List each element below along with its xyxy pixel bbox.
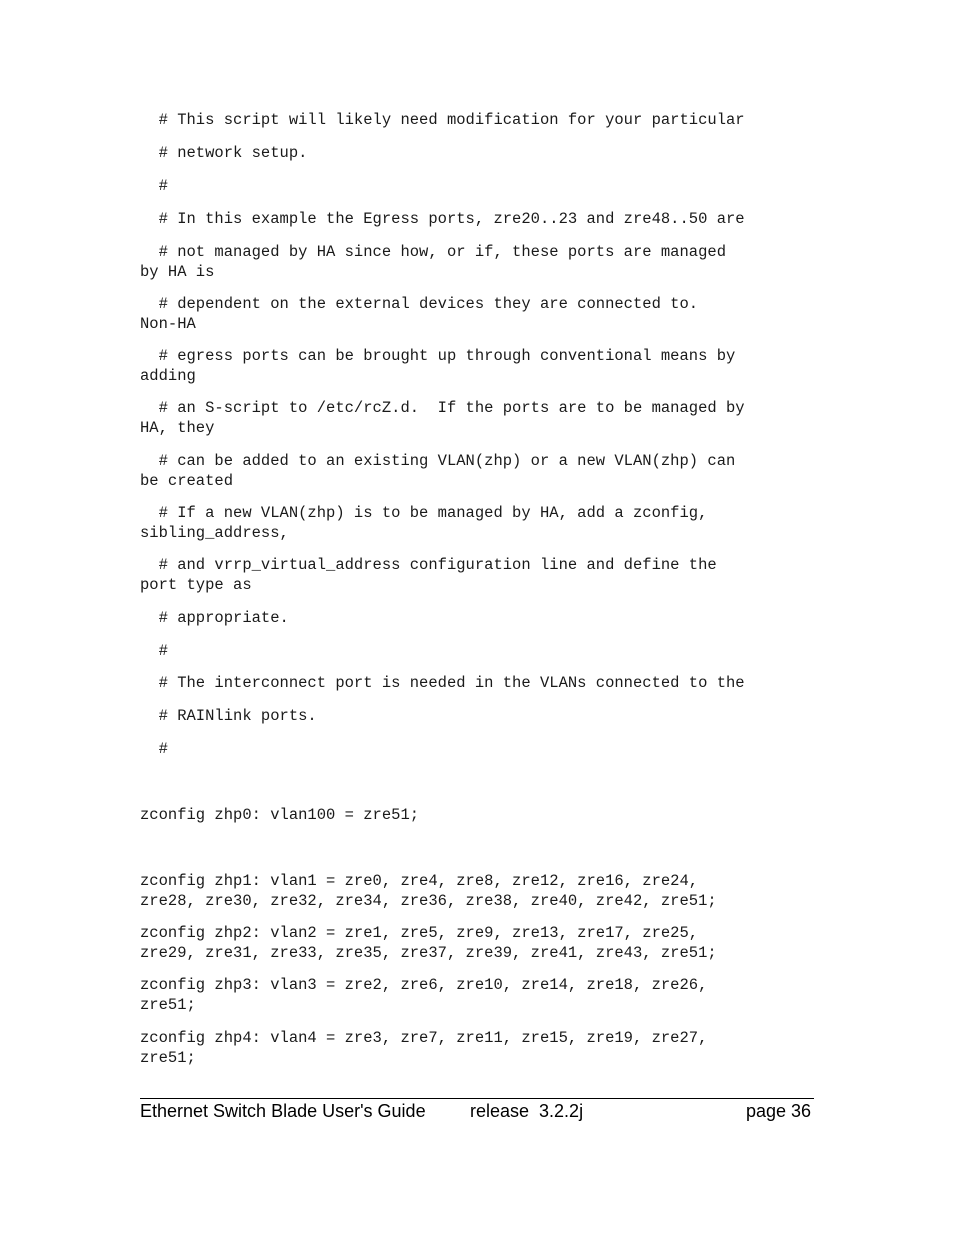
code-line: # (140, 740, 168, 758)
code-line: # can be added to an existing VLAN(zhp) or a new VLAN(zhp) can be created (140, 452, 736, 490)
footer-title: Ethernet Switch Blade User's Guide (140, 1101, 426, 1121)
code-line: zconfig zhp2: vlan2 = zre1, zre5, zre9, zre13, zre17, zre25, zre29, zre31, zre33, zre35, zre37, zre39, zre41, zre43, zre51; (140, 924, 717, 962)
code-line: # RAINlink ports. (140, 707, 317, 725)
footer-divider (140, 1098, 814, 1099)
code-line: # network setup. (140, 144, 308, 162)
code-line: # egress ports can be brought up through conventional means by adding (140, 347, 736, 385)
code-line: # This script will likely need modification for your particular (140, 111, 745, 129)
code-line: # not managed by HA since how, or if, these ports are managed by HA is (140, 243, 726, 281)
code-line: # and vrrp_virtual_address configuration line and define the port type as (140, 556, 717, 594)
code-line: zconfig zhp3: vlan3 = zre2, zre6, zre10, zre14, zre18, zre26, zre51; (140, 976, 708, 1014)
code-line: # The interconnect port is needed in the VLANs connected to the (140, 674, 745, 692)
footer-page-number: page 36 (746, 1101, 812, 1121)
code-line: # (140, 642, 168, 660)
code-line: zconfig zhp4: vlan4 = zre3, zre7, zre11, zre15, zre19, zre27, zre51; (140, 1029, 708, 1067)
code-line: zconfig zhp0: vlan100 = zre51; (140, 806, 420, 824)
code-line: # appropriate. (140, 609, 289, 627)
code-line: # In this example the Egress ports, zre20..23 and zre48..50 are (140, 210, 745, 228)
code-line: # (140, 177, 168, 195)
code-line: # dependent on the external devices they are connected to. Non-HA (140, 295, 699, 333)
footer-release: release 3.2.2j (470, 1101, 584, 1121)
code-line: # If a new VLAN(zhp) is to be managed by HA, add a zconfig, sibling_address, (140, 504, 708, 542)
code-line: zconfig zhp1: vlan1 = zre0, zre4, zre8, zre12, zre16, zre24, zre28, zre30, zre32, zre34, zre36, zre38, zre40, zre42, zre51; (140, 872, 717, 910)
code-line: # an S-script to /etc/rcZ.d. If the ports are to be managed by HA, they (140, 399, 745, 437)
